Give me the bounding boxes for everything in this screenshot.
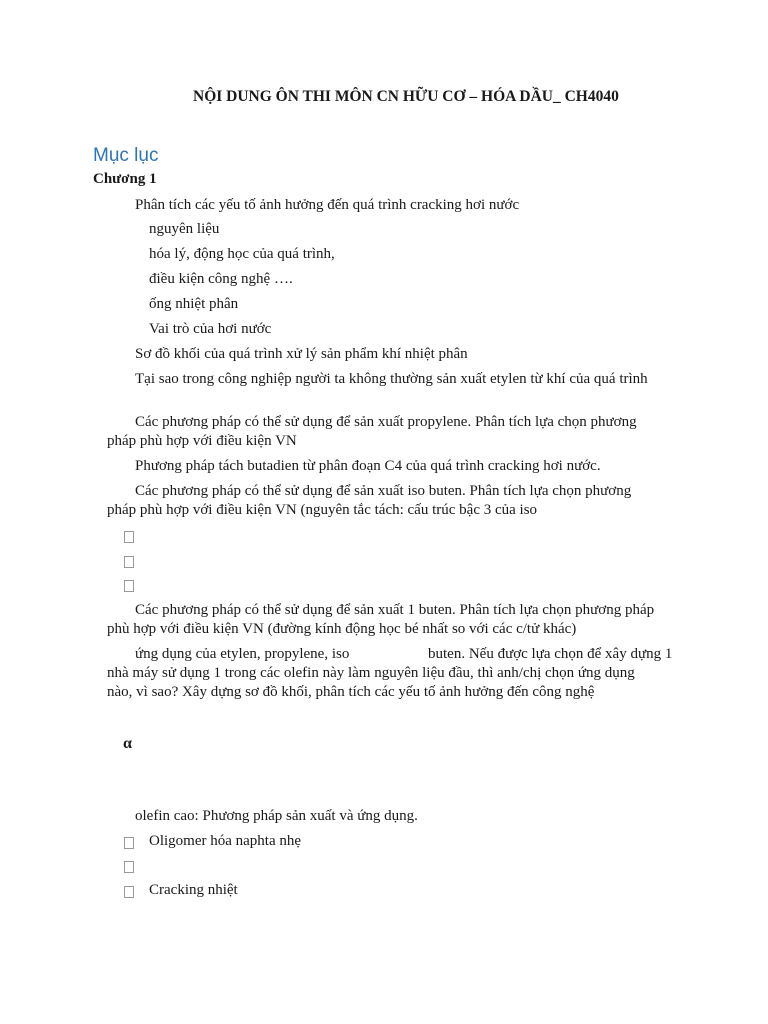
- item-apps-line2: nhà máy sử dụng 1 trong các olefin này làm nguyên liệu đầu, thì anh/chị chọn ứng dụng: [107, 665, 635, 681]
- alpha-symbol: α: [123, 735, 132, 752]
- sub-item-feedstock: nguyên liệu: [149, 221, 220, 237]
- bullet-box-icon: [124, 531, 134, 543]
- sub-item-conditions: điều kiện công nghệ ….: [149, 271, 293, 287]
- toc-heading[interactable]: Mục lục: [93, 145, 159, 166]
- sub-item-steam: Vai trò của hơi nước: [149, 321, 272, 337]
- sub-item-tube: ống nhiệt phân: [149, 296, 239, 312]
- item-isobutene-line2: pháp phù hợp với điều kiện VN (nguyên tắc tách: cấu trúc bậc 3 của iso: [107, 502, 538, 518]
- item-apps-line1b: buten. Nếu được lựa chọn để xây dựng 1: [428, 646, 673, 662]
- bullet-box-icon: [124, 837, 134, 849]
- item-propylene-line1: Các phương pháp có thể sử dụng để sản xuất propylene. Phân tích lựa chọn phương: [135, 414, 637, 430]
- item-why-ethylene: Tại sao trong công nghiệp người ta không thường sản xuất etylen từ khí của quá trình: [135, 371, 648, 387]
- bullet-box-icon: [124, 861, 134, 873]
- bullet-box-icon: [124, 886, 134, 898]
- item-propylene-line2: pháp phù hợp với điều kiện VN: [107, 433, 297, 449]
- sub-item-physchem: hóa lý, động học của quá trình,: [149, 246, 335, 262]
- item-apps-line3: nào, vì sao? Xây dựng sơ đồ khối, phân tích các yếu tố ảnh hưởng đến công nghệ: [107, 684, 595, 700]
- item-apps-line1a: ứng dụng của etylen, propylene, iso: [135, 646, 350, 662]
- chapter-heading: Chương 1: [93, 171, 157, 187]
- item-butene1-line2: phù hợp với điều kiện VN (đường kính động học bé nhất so với các c/tử khác): [107, 621, 577, 637]
- bullet-item-cracking: Cracking nhiệt: [149, 882, 238, 898]
- bullet-box-icon: [124, 580, 134, 592]
- item-olefin: olefin cao: Phương pháp sản xuất và ứng dụng.: [135, 808, 418, 824]
- item-cracking-factors: Phân tích các yếu tố ảnh hưởng đến quá trình cracking hơi nước: [135, 197, 520, 213]
- item-block-diagram: Sơ đồ khối của quá trình xử lý sản phẩm khí nhiệt phân: [135, 346, 468, 362]
- item-isobutene-line1: Các phương pháp có thể sử dụng để sản xuất iso buten. Phân tích lựa chọn phương: [135, 483, 632, 499]
- bullet-item-oligomer: Oligomer hóa naphta nhẹ: [149, 833, 302, 849]
- document-title: NỘI DUNG ÔN THI MÔN CN HỮU CƠ – HÓA DẦU_ CH4040: [193, 88, 619, 105]
- bullet-box-icon: [124, 556, 134, 568]
- item-butene1-line1: Các phương pháp có thể sử dụng để sản xuất 1 buten. Phân tích lựa chọn phương pháp: [135, 602, 655, 618]
- item-butadiene: Phương pháp tách butadien từ phân đoạn C4 của quá trình cracking hơi nước.: [135, 458, 601, 474]
